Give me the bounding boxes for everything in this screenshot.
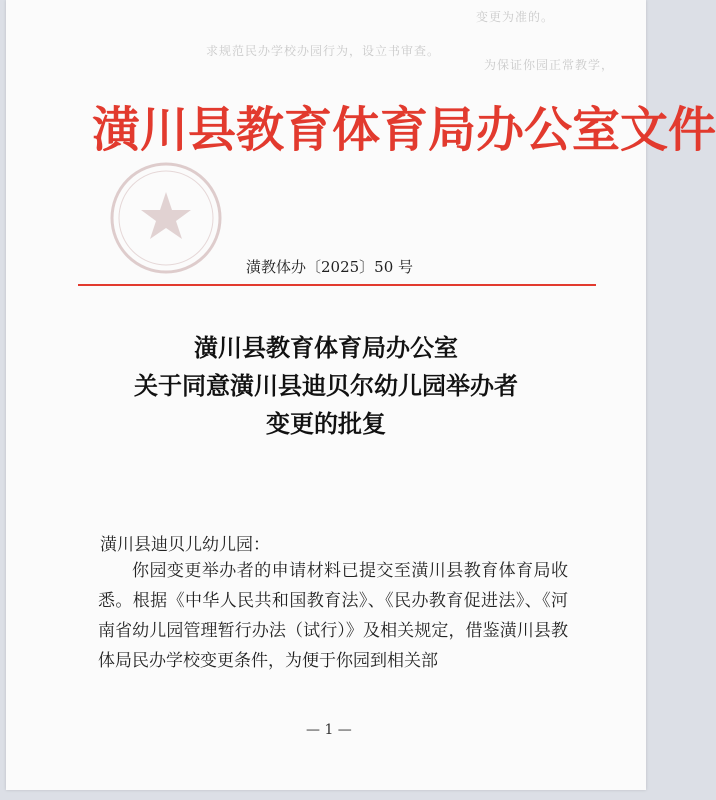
page-number: — 1 — xyxy=(306,722,352,738)
bleed-through-text: 变更为准的。 xyxy=(476,10,555,24)
document-masthead: 潢川县教育体育局办公室文件 xyxy=(92,102,716,158)
salutation: 潢川县迪贝儿幼儿园： xyxy=(100,535,270,555)
document-number: 潢教体办〔2025〕50 号 xyxy=(246,258,414,276)
document-title-line-2: 关于同意潢川县迪贝尔幼儿园举办者 xyxy=(134,371,518,400)
document-page xyxy=(6,0,716,790)
document-title-line-1: 潢川县教育体育局办公室 xyxy=(194,333,458,362)
bleed-through-text: 求规范民办学校办园行为，设立书审查。 xyxy=(206,44,441,58)
red-separator-line xyxy=(78,284,596,286)
document-title-line-3: 变更的批复 xyxy=(266,409,386,438)
bleed-through-text: 为保证你园正常教学， xyxy=(484,58,615,72)
body-paragraph: 你园变更举办者的申请材料已提交至潢川县教育体育局收悉。根据《中华人民共和国教育法》、《民办教育促进法》、《河南省幼儿园管理暂行办法（试行）》及相关规定，借鉴潢川县教体局民办学校变更条件，为便于你园到相关部 xyxy=(98,561,568,671)
official-seal-icon xyxy=(106,158,226,278)
